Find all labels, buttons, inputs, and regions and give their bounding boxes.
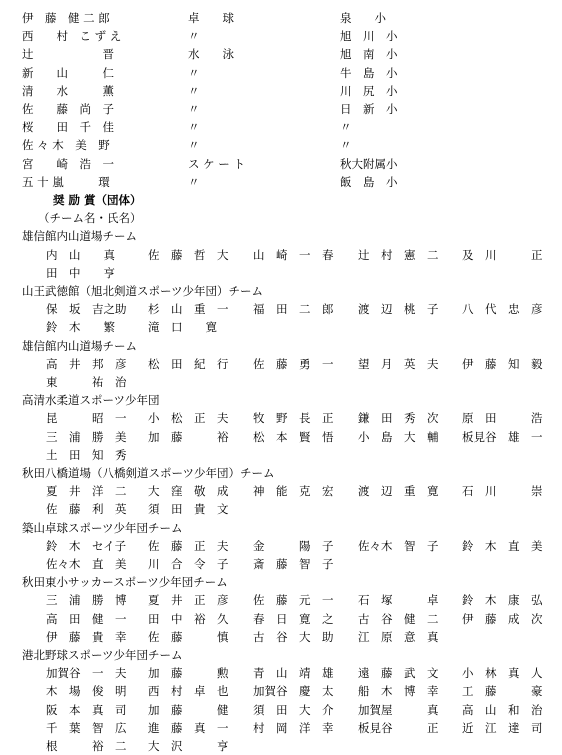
member-name: 神 能 克 宏 — [253, 484, 334, 499]
award-title: 奨 励 賞（団体） — [53, 193, 142, 207]
individual-sport: 〃 — [188, 138, 200, 153]
individual-sport: 〃 — [188, 65, 200, 80]
member-name: 鎌 田 秀 次 — [358, 411, 439, 426]
member-name: 夏 井 洋 二 — [46, 484, 127, 499]
individual-row — [22, 155, 562, 173]
member-name: 千 葉 智 広 — [46, 720, 127, 735]
individual-sport: 卓 球 — [188, 11, 234, 25]
individual-school: 〃 — [340, 138, 352, 153]
individual-name: 伊 藤 健 二 郎 — [22, 11, 110, 25]
member-name: 渡 辺 桃 子 — [358, 302, 439, 317]
member-name: 小 島 大 輔 — [358, 429, 439, 444]
individual-row — [22, 173, 562, 191]
team-member-row — [46, 664, 556, 682]
team-member-row — [46, 482, 556, 500]
individual-sport: 水 泳 — [188, 47, 234, 62]
member-name: 三 浦 勝 博 — [46, 593, 127, 608]
member-name: 昆 昭 一 — [46, 411, 127, 426]
member-name: 西 村 卓 也 — [148, 684, 229, 699]
individual-school: 牛 島 小 — [340, 65, 398, 80]
member-name: 渡 辺 重 寛 — [358, 484, 439, 499]
individual-school: 飯 島 小 — [340, 174, 398, 189]
member-name: 内 山 真 — [46, 247, 115, 262]
individual-sport: 〃 — [188, 174, 200, 189]
member-name: 板見谷 雄 一 — [462, 429, 543, 444]
member-name: 川 合 令 子 — [148, 557, 229, 571]
individual-sport: 〃 — [188, 83, 200, 98]
member-name: 滝 口 寛 — [148, 320, 217, 335]
member-name: 原 田 浩 — [462, 411, 543, 426]
member-name: 石 川 崇 — [462, 484, 543, 499]
member-name: 佐 藤 元 一 — [253, 593, 334, 608]
member-name: 望 月 英 夫 — [358, 356, 439, 371]
member-name: 小 松 正 夫 — [148, 411, 229, 426]
individual-name: 五 十 嵐 環 — [22, 174, 110, 189]
member-name: 阪 本 真 司 — [46, 702, 127, 717]
team-member-row — [46, 555, 556, 573]
team-name: 山王武徳館（旭北剣道スポーツ少年団）チーム — [22, 284, 264, 298]
member-name: 松 田 紀 行 — [148, 356, 229, 371]
individual-sport: 〃 — [188, 120, 200, 135]
team-member-row — [46, 628, 556, 646]
member-name: 佐 藤 正 夫 — [148, 538, 229, 553]
team-name: 築山卓球スポーツ少年団チーム — [22, 520, 183, 535]
member-name: 加 藤 裕 — [148, 429, 229, 444]
member-name: 佐 藤 勇 一 — [253, 356, 334, 371]
member-name: 松 本 賢 悟 — [253, 429, 334, 444]
member-name: 古 谷 健 二 — [358, 611, 439, 626]
team-member-row — [46, 409, 556, 427]
individual-school: 泉 小 — [340, 11, 386, 25]
team-member-row — [46, 446, 556, 464]
individual-sport: 〃 — [188, 29, 200, 44]
individual-row — [22, 82, 562, 100]
individual-row — [22, 64, 562, 82]
member-name: 加賀谷 一 夫 — [46, 666, 127, 681]
individual-name: 西 村 こ ず え — [22, 29, 122, 44]
individual-name: 清 水 薫 — [22, 83, 114, 98]
individual-school: 旭 南 小 — [340, 47, 398, 62]
member-name: 佐 藤 哲 大 — [148, 247, 229, 262]
member-name: 加賀谷 慶 太 — [253, 684, 334, 699]
member-name: 大 窪 敬 成 — [148, 484, 229, 499]
individual-row — [22, 45, 562, 63]
member-name: 鈴 木 セイ子 — [46, 538, 127, 553]
individual-row — [22, 9, 562, 27]
individual-school: 〃 — [340, 120, 352, 135]
team-name: 秋田八橋道場（八橋剣道スポーツ少年団）チーム — [22, 466, 275, 480]
team-member-row — [46, 610, 556, 628]
member-name: 加 藤 勲 — [148, 666, 229, 681]
individual-row — [22, 27, 562, 45]
member-name: 高 田 健 一 — [46, 611, 127, 626]
team-member-row — [46, 537, 556, 555]
member-name: 鈴 木 直 美 — [462, 538, 543, 553]
member-name: 青 山 靖 雄 — [253, 666, 334, 681]
member-name: 佐 藤 慎 — [148, 629, 229, 644]
individual-name: 新 山 仁 — [22, 65, 114, 80]
individual-sport: ス ケ ー ト — [188, 156, 245, 171]
team-name: 高清水柔道スポーツ少年団 — [22, 393, 160, 408]
member-name: 土 田 知 秀 — [46, 447, 127, 462]
member-name: 佐 藤 利 英 — [46, 502, 127, 517]
team-member-row — [46, 428, 556, 446]
member-name: 伊 藤 知 毅 — [462, 356, 543, 371]
individual-row — [22, 100, 562, 118]
award-subtitle: （チーム名・氏名） — [38, 211, 142, 226]
individual-school: 川 尻 小 — [340, 83, 398, 98]
member-name: 伊 藤 貴 幸 — [46, 629, 127, 644]
individual-row — [22, 118, 562, 136]
member-name: 根 裕 二 — [46, 739, 127, 753]
member-name: 進 藤 真 一 — [148, 720, 229, 735]
member-name: 山 崎 一 春 — [253, 247, 334, 262]
team-member-row — [46, 701, 556, 719]
individual-name: 辻 晋 — [22, 47, 114, 62]
member-name: 高 井 邦 彦 — [46, 356, 127, 371]
member-name: 保 坂 吉之助 — [46, 302, 127, 317]
member-name: 佐々木 直 美 — [46, 557, 127, 571]
member-name: 田 中 裕 久 — [148, 611, 229, 626]
member-name: 江 原 意 真 — [358, 629, 439, 644]
member-name: 高 山 和 治 — [462, 702, 543, 717]
team-member-row — [46, 300, 556, 318]
team-member-row — [46, 719, 556, 737]
member-name: 辻 村 憲 二 — [358, 247, 439, 262]
member-name: 古 谷 大 助 — [253, 629, 334, 644]
member-name: 鈴 木 康 弘 — [462, 593, 543, 608]
member-name: 小 林 真 人 — [462, 666, 543, 681]
member-name: 工 藤 豪 — [462, 684, 543, 699]
member-name: 近 江 達 司 — [462, 720, 543, 735]
member-name: 東 祐 治 — [46, 375, 127, 389]
team-member-row — [46, 737, 556, 755]
member-name: 夏 井 正 彦 — [148, 593, 229, 608]
member-name: 佐々木 智 子 — [358, 538, 439, 553]
member-name: 斎 藤 智 子 — [253, 557, 334, 571]
member-name: 大 沢 亨 — [148, 739, 229, 753]
individual-school: 日 新 小 — [340, 102, 398, 116]
member-name: 春 日 寛 之 — [253, 611, 334, 626]
individual-row — [22, 136, 562, 154]
member-name: 板見谷 正 — [358, 720, 439, 735]
team-member-row — [46, 264, 556, 282]
member-name: 加 藤 健 — [148, 702, 229, 717]
individual-name: 佐 藤 尚 子 — [22, 102, 114, 116]
member-name: 田 中 亨 — [46, 265, 115, 280]
member-name: 村 岡 洋 幸 — [253, 720, 334, 735]
member-name: 木 場 俊 明 — [46, 684, 127, 699]
member-name: 杉 山 重 一 — [148, 302, 229, 317]
member-name: 伊 藤 成 次 — [462, 611, 543, 626]
team-name: 港北野球スポーツ少年団チーム — [22, 648, 183, 662]
member-name: 牧 野 長 正 — [253, 411, 334, 426]
member-name: 船 木 博 幸 — [358, 684, 439, 699]
individual-sport: 〃 — [188, 102, 200, 116]
member-name: 加賀屋 真 — [358, 702, 439, 717]
member-name: 石 塚 卓 — [358, 593, 439, 608]
team-member-row — [46, 682, 556, 700]
team-member-row — [46, 246, 556, 264]
member-name: 須 田 貴 文 — [148, 502, 229, 517]
individual-name: 佐 々 木 美 野 — [22, 138, 110, 153]
member-name: 八 代 忠 彦 — [462, 302, 543, 317]
individual-school: 旭 川 小 — [340, 29, 398, 44]
member-name: 福 田 二 郎 — [253, 302, 334, 317]
individual-name: 桜 田 千 佳 — [22, 120, 114, 135]
member-name: 及 川 正 — [462, 247, 543, 262]
team-member-row — [46, 373, 556, 391]
member-name: 金 陽 子 — [253, 538, 334, 553]
member-name: 鈴 木 繁 — [46, 320, 115, 335]
team-name: 雄信館内山道場チーム — [22, 338, 137, 353]
member-name: 三 浦 勝 美 — [46, 429, 127, 444]
team-name: 雄信館内山道場チーム — [22, 229, 137, 244]
team-member-row — [46, 355, 556, 373]
individual-school: 秋大附属小 — [340, 156, 398, 171]
team-member-row — [46, 500, 556, 518]
team-name: 秋田東小サッカースポーツ少年団チーム — [22, 575, 228, 590]
member-name: 須 田 大 介 — [253, 702, 334, 717]
team-member-row — [46, 318, 556, 336]
member-name: 遠 藤 武 文 — [358, 666, 439, 681]
team-member-row — [46, 591, 556, 609]
individual-name: 宮 崎 浩 一 — [22, 156, 114, 171]
